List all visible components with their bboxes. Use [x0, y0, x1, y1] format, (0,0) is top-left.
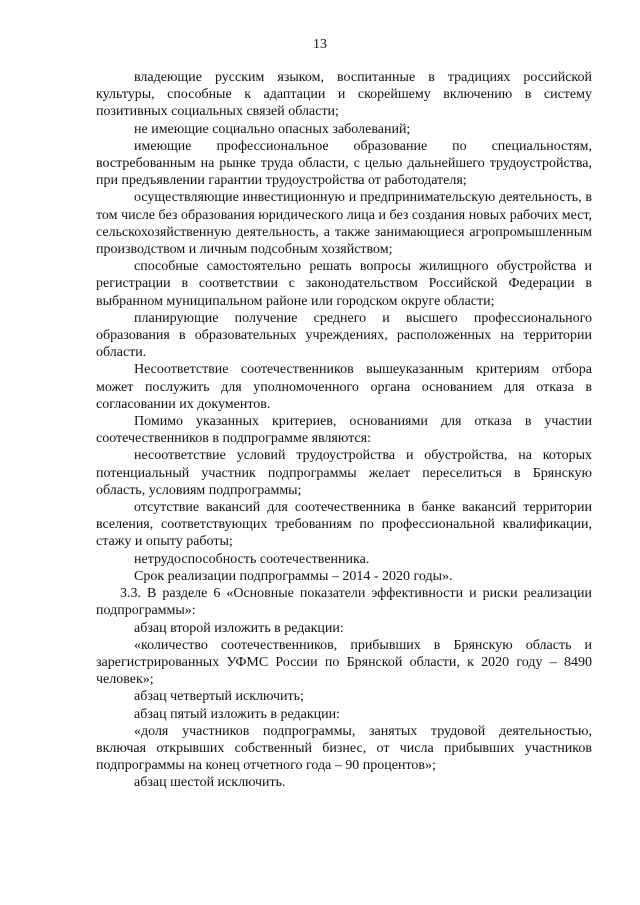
paragraph: несоответствие условий трудоустройства и обустройства, на которых потенциальный участник подпрограммы желает переселиться в Брянскую область, условиям подпрограммы;: [96, 448, 592, 498]
paragraph: абзац шестой исключить.: [134, 775, 286, 791]
paragraph: владеющие русским языком, воспитанные в традициях российской культуры, способные к адаптации и скорейшему включению в систему позитивных социальных связей области;: [96, 70, 592, 120]
paragraph: «доля участников подпрограммы, занятых трудовой деятельностью, включая открывших собственный бизнес, от числа прибывших участников подпрограммы на конец отчетного года – 90 процентов»;: [96, 723, 592, 774]
paragraph: абзац пятый изложить в редакции:: [134, 706, 340, 722]
paragraph: нетрудоспособность соотечественника.: [134, 551, 370, 567]
paragraph: 3.3. В разделе 6 «Основные показатели эффективности и риски реализации подпрограммы»:: [96, 586, 592, 619]
document-body: [96, 69, 592, 792]
paragraph: имеющие профессиональное образование по специальностям, востребованным на рынке труда области, с целью дальнейшего трудоустройства, при предъявлении гарантии трудоустройства от работодателя;: [96, 138, 592, 189]
paragraph: отсутствие вакансий для соотечественника в банке вакансий территории вселения, соответствующих требованиям по профессиональной квалификации, стажу и опыту работы;: [96, 500, 592, 550]
paragraph: не имеющие социально опасных заболеваний;: [134, 121, 411, 137]
page-number: 13: [313, 37, 327, 52]
paragraph: «количество соотечественников, прибывших в Брянскую область и зарегистрированных УФМС России по Брянской области, к 2020 году – 8490 человек»;: [96, 637, 592, 688]
paragraph: Срок реализации подпрограммы – 2014 - 2020 годы».: [134, 568, 453, 584]
paragraph: Несоответствие соотечественников вышеуказанным критериям отбора может послужить для уполномоченного органа основанием для отказа в согласовании их документов.: [96, 362, 592, 412]
paragraph: планирующие получение среднего и высшего профессионального образования в образовательных учреждениях, расположенных на территории области.: [96, 310, 592, 361]
paragraph: Помимо указанных критериев, основаниями для отказа в участии соотечественников в подпрограмме являются:: [96, 414, 592, 447]
paragraph: абзац четвертый исключить;: [134, 689, 304, 705]
paragraph: абзац второй изложить в редакции:: [134, 620, 344, 636]
paragraph: осуществляющие инвестиционную и предпринимательскую деятельность, в том числе без образования юридического лица и без создания новых рабочих мест, сельскохозяйственную деятельность, а также занимающиеся агропромышленным производством и личным подсобным хозяйством;: [96, 190, 592, 258]
paragraph: способные самостоятельно решать вопросы жилищного обустройства и регистрации в соответствии с законодательством Российской Федерации в выбранном муниципальном районе или городском округе области;: [96, 259, 592, 309]
